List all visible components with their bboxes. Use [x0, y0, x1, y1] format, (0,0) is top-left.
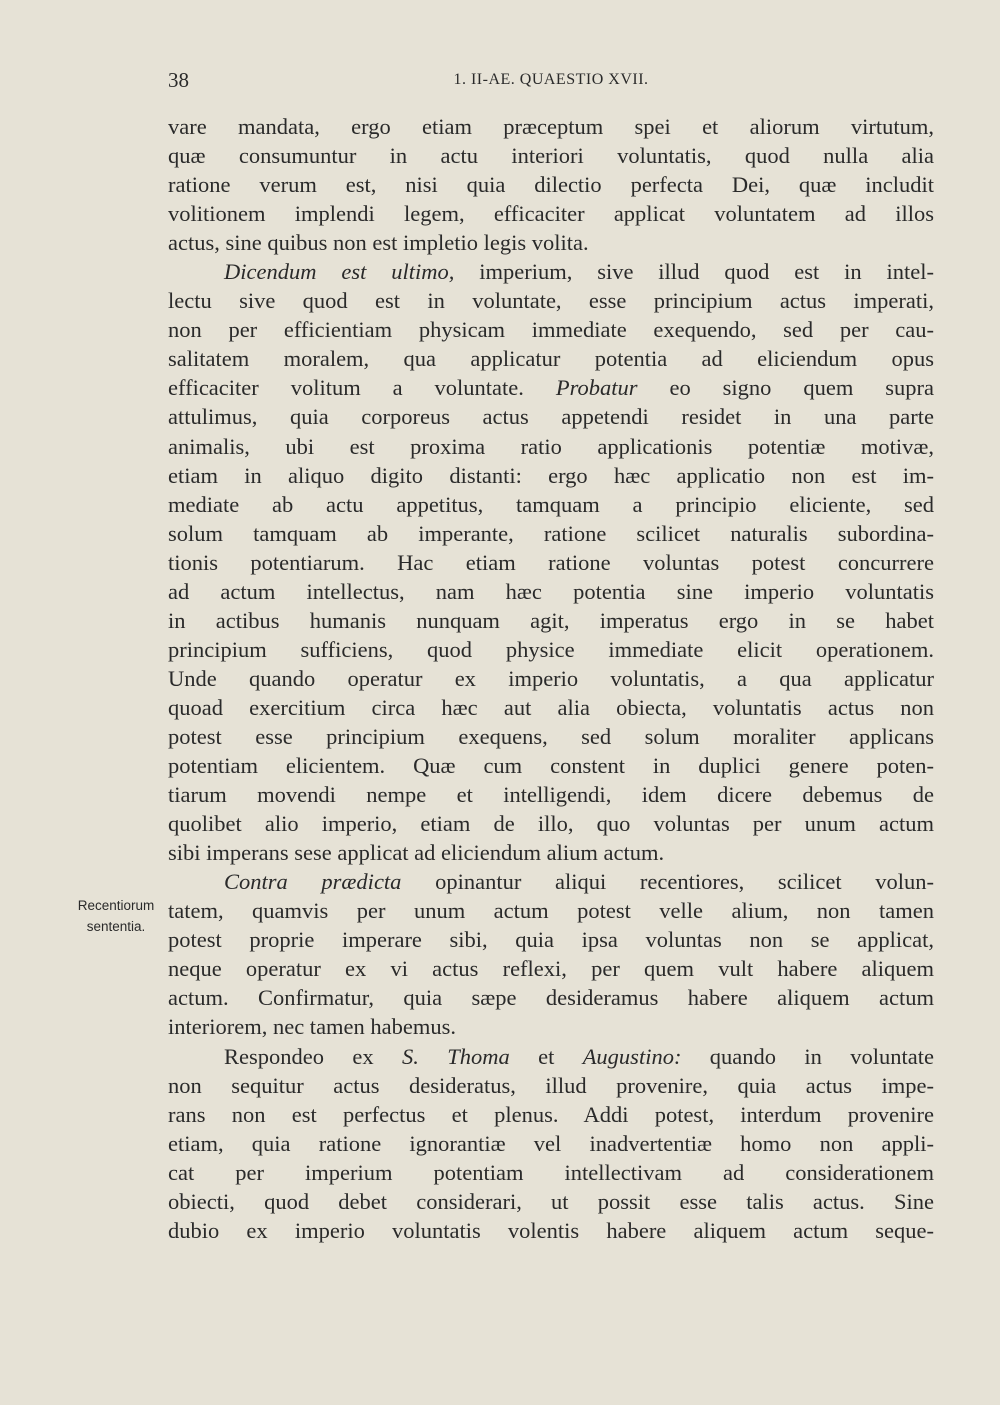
- margin-note: [60, 895, 172, 937]
- margin-note-line: Recentiorum: [77, 898, 155, 913]
- text-line: salitatem moralem, qua applicatur potentia ad eliciendum opus: [168, 346, 934, 372]
- text-segment: Respondeo ex: [224, 1043, 402, 1069]
- text-line: vare mandata, ergo etiam præceptum spei et aliorum virtutum,: [168, 114, 934, 139]
- page-header: [168, 68, 934, 98]
- text-line: interiorem, nec tamen habemus.: [168, 1014, 457, 1040]
- text-line: animalis, ubi est proxima ratio applicationis potentiæ motivæ,: [168, 433, 934, 459]
- running-head: 1. II-AE. QUAESTIO XVII.: [453, 71, 649, 88]
- text-line: tionis potentiarum. Hac etiam ratione voluntas potest concurrere: [168, 549, 934, 575]
- margin-note-line: sententia.: [86, 919, 146, 934]
- page-number: 38: [168, 68, 189, 92]
- text-line: etiam, quia ratione ignorantiæ vel inadvertentiæ homo non appli-: [168, 1130, 934, 1156]
- text-line: [168, 373, 934, 402]
- text-line: dubio ex imperio voluntatis volentis habere aliquem actum seque-: [168, 1217, 934, 1243]
- text-line: [168, 1042, 934, 1071]
- text-line: lectu sive quod est in voluntate, esse principium actus imperati,: [168, 288, 934, 314]
- text-line: attulimus, quia corporeus actus appetendi residet in una parte: [168, 404, 934, 430]
- text-line: non per efficientiam physicam immediate exequendo, sed per cau-: [168, 317, 934, 343]
- text-segment: efficaciter volitum a voluntate.: [168, 375, 556, 401]
- text-line: actum. Confirmatur, quia sæpe desideramus habere aliquem actum: [168, 985, 934, 1011]
- text-line: [168, 257, 934, 286]
- text-segment: eo signo quem supra: [637, 375, 934, 401]
- text-line: quæ consumuntur in actu interiori voluntatis, quod nulla alia: [168, 143, 934, 169]
- text-line: sibi imperans sese applicat ad eliciendum alium actum.: [168, 840, 665, 866]
- text-segment: et: [509, 1043, 583, 1069]
- text-line: non sequitur actus desideratus, illud provenire, quia actus impe-: [168, 1072, 934, 1098]
- text-line: potest esse principium exequens, sed solum moraliter applicans: [168, 723, 934, 749]
- text-line: principium sufficiens, quod physice immediate elicit operationem.: [168, 636, 934, 662]
- text-line: quoad exercitium circa hæc aut alia obiecta, voluntatis actus non: [168, 694, 934, 720]
- text-line: volitionem implendi legem, efficaciter applicat voluntatem ad illos: [168, 201, 934, 227]
- text-line: tiarum movendi nempe et intelligendi, idem dicere debemus de: [168, 782, 934, 808]
- text-segment: opinantur aliqui recentiores, scilicet volun-: [401, 869, 934, 895]
- italic-phrase: S. Thoma: [401, 1043, 510, 1069]
- text-line: [168, 867, 934, 896]
- text-line: quolibet alio imperio, etiam de illo, quo voluntas per unum actum: [168, 811, 934, 837]
- italic-phrase: Augustino:: [582, 1043, 682, 1069]
- italic-phrase: Contra prædicta: [224, 869, 402, 895]
- text-line: cat per imperium potentiam intellectivam ad considerationem: [168, 1159, 934, 1185]
- text-line: Unde quando operatur ex imperio voluntatis, a qua applicatur: [168, 665, 934, 691]
- text-line: tatem, quamvis per unum actum potest velle alium, non tamen: [168, 898, 934, 924]
- text-line: actus, sine quibus non est impletio legis volita.: [168, 230, 589, 256]
- text-line: obiecti, quod debet considerari, ut possit esse talis actus. Sine: [168, 1188, 934, 1214]
- text-segment: imperium, sive illud quod est in intel-: [454, 259, 935, 285]
- text-line: neque operatur ex vi actus reflexi, per quem vult habere aliquem: [168, 956, 934, 982]
- text-line: potest proprie imperare sibi, quia ipsa voluntas non se applicat,: [168, 927, 934, 953]
- text-line: in actibus humanis nunquam agit, imperatus ergo in se habet: [168, 607, 934, 633]
- text-line: rans non est perfectus et plenus. Addi potest, interdum provenire: [168, 1101, 934, 1127]
- text-line: ratione verum est, nisi quia dilectio perfecta Dei, quæ includit: [168, 172, 934, 198]
- italic-phrase: Dicendum est ultimo,: [224, 259, 455, 285]
- text-segment: quando in voluntate: [681, 1043, 934, 1069]
- body-text: [168, 112, 934, 1245]
- text-line: mediate ab actu appetitus, tamquam a principio eliciente, sed: [168, 491, 934, 517]
- text-line: potentiam elicientem. Quæ cum constent in duplici genere poten-: [168, 753, 934, 779]
- text-line: etiam in aliquo digito distanti: ergo hæc applicatio non est im-: [168, 462, 934, 488]
- text-line: ad actum intellectus, nam hæc potentia sine imperio voluntatis: [168, 578, 934, 604]
- italic-phrase: Probatur: [555, 375, 638, 401]
- text-line: solum tamquam ab imperante, ratione scilicet naturalis subordina-: [168, 520, 934, 546]
